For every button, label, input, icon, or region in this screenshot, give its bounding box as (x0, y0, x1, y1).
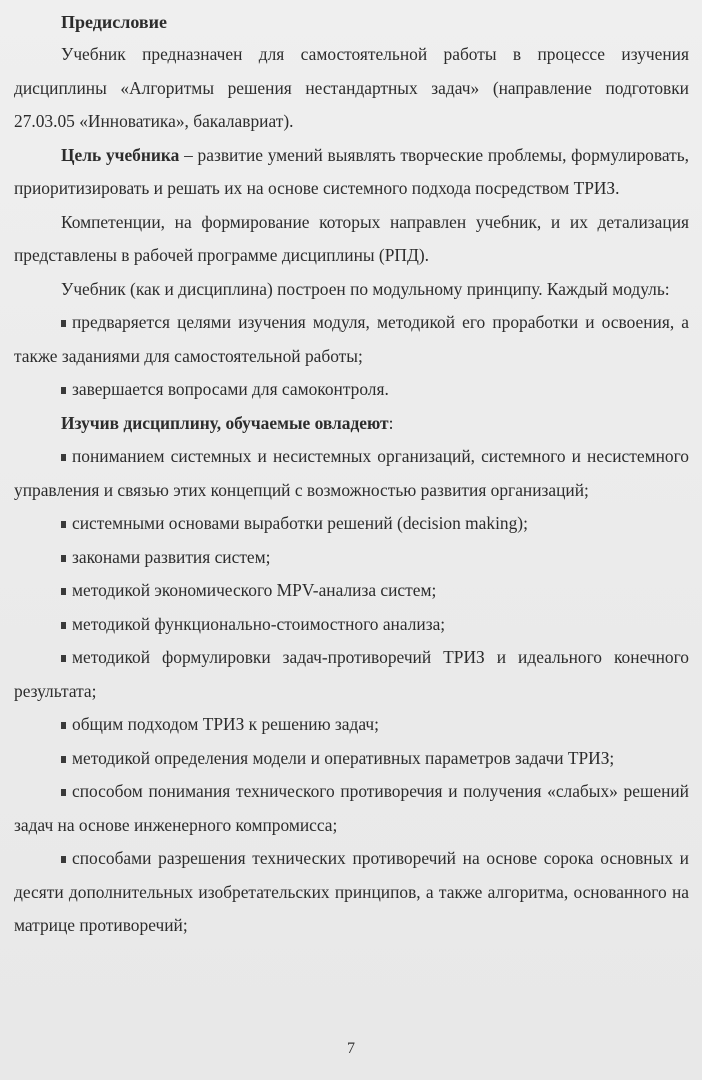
bullet-icon (61, 320, 66, 327)
competencies-paragraph: Компетенции, на формирование которых направлен учебник, и их детализация представлены в рабочей программе дисциплины (РПД). (14, 211, 689, 265)
module-bullet-text: предваряется целями изучения модуля, методикой его проработки и освоения, а также заданиями для самостоятельной работы; (14, 312, 689, 366)
outcome-bullet-text: способом понимания технического противоречия и получения «слабых» решений задач на основе инженерного компромисса; (14, 781, 689, 835)
goal-text: – развитие умений выявлять творческие проблемы, формулировать, приоритизировать и решать их на основе системного подхода посредством ТРИЗ. (14, 144, 689, 198)
outcome-bullet-7 (14, 708, 689, 742)
intro-paragraph: Учебник предназначен для самостоятельной работы в процессе изучения дисциплины «Алгоритмы решения нестандартных задач» (направление подготовки 27.03.05 «Инноватика», бакалавриат). (14, 44, 689, 131)
goal-paragraph (14, 139, 689, 206)
outcome-bullet-text: общим подходом ТРИЗ к решению задач; (72, 714, 379, 734)
outcomes-suffix: : (388, 412, 394, 433)
modular-paragraph: Учебник (как и дисциплина) построен по модульному принципу. Каждый модуль: (61, 278, 670, 299)
outcome-bullet-10 (14, 842, 689, 943)
bullet-icon (61, 756, 66, 763)
bullet-icon (61, 555, 66, 562)
bullet-icon (61, 387, 66, 394)
outcome-bullet-9 (14, 775, 689, 842)
outcome-bullet-text: законами развития систем; (72, 546, 271, 567)
module-bullet-text: завершается вопросами для самоконтроля. (72, 379, 389, 399)
page-content (14, 6, 689, 943)
outcomes-paragraph (14, 407, 689, 441)
outcome-bullet-text: способами разрешения технических противоречий на основе сорока основных и десяти дополнительных изобретательских принципов, а также алгоритма, основанного на матрице противоречий; (14, 848, 689, 935)
bullet-icon (61, 521, 66, 528)
page-number: 7 (347, 1040, 355, 1057)
bullet-icon (61, 622, 66, 629)
page-heading: Предисловие (61, 12, 167, 32)
outcome-bullet-text: методикой функционально-стоимостного анализа; (72, 613, 446, 634)
outcome-bullet-text: методикой формулировки задач-противоречий ТРИЗ и идеального конечного результата; (14, 647, 689, 701)
bullet-icon (61, 722, 66, 729)
bullet-icon (61, 655, 66, 662)
bullet-icon (61, 856, 66, 863)
outcome-bullet-text: методикой экономического MPV-анализа систем; (72, 580, 437, 600)
bullet-icon (61, 588, 66, 595)
outcome-bullet-text: методикой определения модели и оперативных параметров задачи ТРИЗ; (72, 747, 615, 768)
goal-label: Цель учебника (61, 144, 180, 165)
outcome-bullet-5 (14, 608, 689, 642)
outcome-bullet-text: пониманием системных и несистемных организаций, системного и несистемного управления и связью этих концепций с возможностью развития организаций; (14, 446, 689, 500)
outcomes-label: Изучив дисциплину, обучаемые овладеют (61, 412, 389, 433)
outcome-bullet-text: системными основами выработки решений (decision making); (72, 513, 528, 533)
outcome-bullet-6 (14, 641, 689, 708)
module-bullet-1 (14, 306, 689, 373)
outcome-bullet-8 (14, 742, 689, 776)
module-bullet-2 (14, 373, 689, 407)
outcome-bullet-2 (14, 507, 689, 541)
outcome-bullet-1 (14, 440, 689, 507)
outcome-bullet-3 (14, 541, 689, 575)
bullet-icon (61, 454, 66, 461)
outcome-bullet-4 (14, 574, 689, 608)
bullet-icon (61, 789, 66, 796)
